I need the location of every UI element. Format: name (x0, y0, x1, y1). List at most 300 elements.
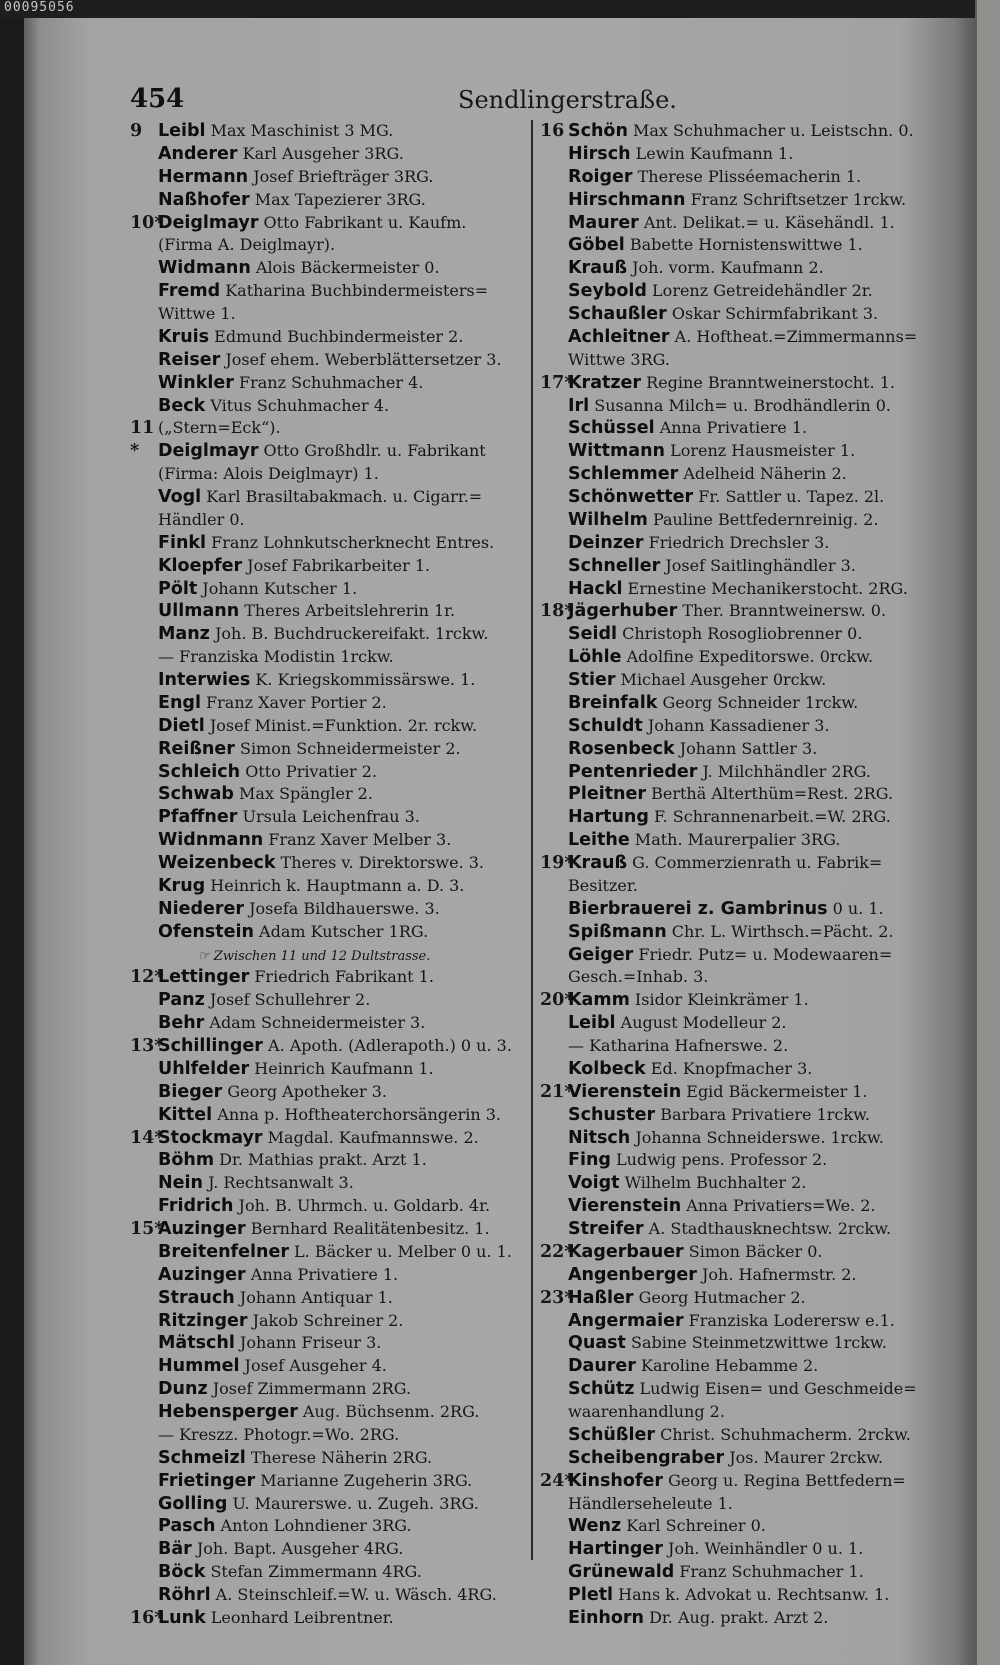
directory-entry (540, 852, 970, 875)
resident-details: Karl Ausgeher 3RG. (237, 143, 404, 163)
resident-details: Hans k. Advokat u. Rechtsanw. 1. (613, 1585, 890, 1604)
directory-entry (540, 944, 970, 967)
directory-entry (540, 875, 970, 898)
house-number: 16 (540, 121, 565, 141)
resident-details: Chr. L. Wirthsch.=Pächt. 2. (666, 921, 894, 941)
resident-details: Edmund Buchbindermeister 2. (209, 326, 464, 346)
house-number: 16* (130, 1607, 164, 1628)
directory-entry (540, 623, 970, 646)
resident-name: Daurer (568, 1356, 636, 1377)
resident-details: A. Stadthausknechtsw. 2rckw. (643, 1219, 892, 1238)
directory-entry (540, 463, 970, 486)
resident-name: Kloepfer (158, 555, 243, 576)
directory-entry (130, 761, 528, 784)
resident-name: Ritzinger (158, 1310, 248, 1331)
directory-entry (540, 280, 970, 303)
resident-name: Breitenfelner (158, 1241, 289, 1262)
resident-name: Göbel (568, 235, 625, 256)
house-number: 22* (540, 1241, 574, 1262)
directory-entry (130, 623, 528, 646)
page-header (130, 84, 677, 118)
directory-entry (130, 1241, 528, 1264)
resident-name: Widmann (158, 258, 251, 279)
resident-details: Anna Privatiere 1. (245, 1264, 399, 1284)
resident-details: Aug. Büchsenm. 2RG. (297, 1402, 480, 1421)
resident-name: Kratzer (568, 372, 642, 393)
directory-entry (540, 326, 970, 349)
scan-id: 00095056 (4, 0, 75, 15)
directory-entry (540, 166, 970, 189)
resident-details: Lewin Kaufmann 1. (630, 143, 794, 163)
directory-entry (540, 417, 970, 440)
resident-name: Angermaier (568, 1310, 684, 1331)
resident-details: Franz Schriftsetzer 1rckw. (685, 189, 907, 209)
resident-name: Hirschmann (568, 189, 686, 210)
resident-details: Marianne Zugeherin 3RG. (255, 1470, 473, 1490)
resident-name: Uhlfelder (158, 1058, 250, 1079)
resident-name: Pletl (568, 1585, 614, 1605)
resident-name: Behr (158, 1013, 205, 1034)
resident-details: Franz Xaver Portier 2. (200, 692, 387, 712)
house-number: 14* (130, 1127, 164, 1148)
resident-name: Irl (568, 395, 590, 416)
resident-details: Franz Lohnkutscherknecht Entres. (206, 532, 495, 552)
directory-entry (540, 1264, 970, 1287)
resident-details: Heinrich k. Hauptmann a. D. 3. (205, 875, 465, 895)
resident-name: Voigt (568, 1173, 620, 1194)
house-number: 12* (130, 967, 164, 988)
resident-details: Heinrich Kaufmann 1. (249, 1058, 434, 1078)
directory-entry (540, 1515, 970, 1538)
resident-name: Hummel (158, 1356, 240, 1377)
resident-name: Reiser (158, 349, 221, 370)
directory-entry (540, 143, 970, 166)
resident-details: ☞ Zwischen 11 und 12 Dultstrasse. (198, 948, 431, 964)
directory-entry (540, 1127, 970, 1150)
house-number: 11 (130, 418, 155, 439)
directory-entry (540, 372, 970, 395)
resident-details: Adelheid Näherin 2. (678, 464, 847, 484)
house-number: 13* (130, 1036, 164, 1056)
resident-name: Engl (158, 692, 201, 713)
resident-name: Widnmann (158, 830, 264, 851)
resident-details: Vitus Schuhmacher 4. (205, 395, 390, 415)
resident-name: Reißner (158, 738, 235, 759)
resident-details: Franz Xaver Melber 3. (263, 830, 452, 850)
resident-details: Anton Lohndiener 3RG. (215, 1516, 412, 1536)
house-number: 15* (130, 1219, 164, 1239)
binding-shadow (0, 0, 24, 1665)
resident-details: Josef Minist.=Funktion. 2r. rckw. (204, 715, 478, 735)
directory-entry (130, 692, 528, 715)
resident-details: Oskar Schirmfabrikant 3. (666, 304, 879, 323)
resident-name: Bieger (158, 1081, 223, 1102)
resident-name: Dietl (158, 715, 205, 736)
directory-entry (130, 806, 528, 829)
directory-entry (540, 761, 970, 784)
house-number: 21* (540, 1081, 574, 1102)
resident-name: Hebensperger (158, 1402, 298, 1422)
directory-entry (540, 989, 970, 1012)
directory-entry (130, 555, 528, 578)
resident-details: Karoline Hebamme 2. (635, 1356, 819, 1376)
resident-name: Schmeizl (158, 1447, 246, 1468)
directory-entry (130, 1264, 528, 1287)
house-number: * (130, 441, 140, 462)
resident-details: Dr. Mathias prakt. Arzt 1. (214, 1150, 427, 1170)
directory-entry (130, 1127, 528, 1150)
resident-details: Josef Saitlinghändler 3. (660, 555, 856, 575)
resident-details: Joh. Hafnermstr. 2. (696, 1264, 857, 1284)
resident-details: Christoph Rosogliobrenner 0. (617, 624, 863, 644)
resident-details: Karl Schreiner 0. (621, 1516, 766, 1536)
resident-name: Böhm (158, 1150, 215, 1171)
house-number: 18* (540, 601, 574, 622)
resident-details: Franziska Loderersw e.1. (683, 1310, 895, 1330)
house-number: 19* (540, 853, 574, 873)
directory-entry (130, 898, 528, 921)
directory-entry (540, 1355, 970, 1378)
resident-name: Manz (158, 624, 210, 645)
resident-name: Wilhelm (568, 509, 648, 530)
resident-name: Kittel (158, 1104, 213, 1125)
resident-details: — Kreszz. Photogr.=Wo. 2RG. (158, 1424, 400, 1444)
directory-entry (130, 966, 528, 989)
resident-details: Händler 0. (158, 509, 245, 529)
resident-name: Ullmann (158, 601, 240, 622)
column-divider (531, 120, 533, 1560)
resident-details: August Modelleur 2. (615, 1013, 787, 1033)
resident-name: Vogl (158, 487, 202, 507)
directory-entry (540, 532, 970, 555)
resident-details: A. Hoftheat.=Zimmermanns= (669, 326, 918, 346)
directory-entry (130, 143, 528, 166)
resident-details: Therese Plisséemacherin 1. (632, 166, 862, 186)
directory-entry (540, 646, 970, 669)
resident-details: Theres v. Direktorswe. 3. (275, 853, 485, 872)
resident-details: J. Milchhändler 2RG. (697, 761, 871, 781)
resident-details: Händlerseheleute 1. (568, 1493, 733, 1513)
resident-details: Ed. Knopfmacher 3. (645, 1058, 813, 1078)
resident-name: Winkler (158, 372, 234, 393)
resident-details: Gesch.=Inhab. 3. (568, 967, 709, 987)
directory-entry (540, 1401, 970, 1424)
resident-name: Kolbeck (568, 1058, 646, 1079)
directory-entry (130, 1218, 528, 1241)
directory-entry (540, 898, 970, 921)
directory-entry (540, 1149, 970, 1172)
resident-details: Franz Schuhmacher 4. (233, 372, 424, 392)
directory-entry (540, 600, 970, 623)
top-band (0, 0, 1000, 18)
resident-name: Vierenstein (568, 1196, 682, 1217)
resident-details: Karl Brasiltabakmach. u. Cigarr.= (201, 487, 483, 506)
resident-details: Fr. Sattler u. Tapez. 2l. (693, 487, 885, 506)
resident-name: Schneller (568, 555, 661, 576)
resident-name: Nitsch (568, 1127, 631, 1148)
directory-entry (130, 1378, 528, 1401)
directory-entry (130, 1287, 528, 1310)
resident-details: K. Kriegskommissärswe. 1. (250, 670, 476, 689)
directory-entry (130, 1515, 528, 1538)
resident-name: Schaußler (568, 304, 667, 324)
resident-details: Max Schuhmacher u. Leistschn. 0. (627, 121, 914, 140)
directory-entry (540, 257, 970, 280)
resident-details: Anna Privatiers=We. 2. (681, 1196, 876, 1216)
directory-entry (130, 1012, 528, 1035)
resident-details: Adolfine Expeditorswe. 0rckw. (621, 647, 874, 667)
directory-entry (130, 646, 528, 669)
resident-details: Max Tapezierer 3RG. (249, 189, 426, 209)
resident-details: Lorenz Hausmeister 1. (665, 441, 856, 461)
resident-details: Josefa Bildhauerswe. 3. (244, 898, 440, 918)
directory-entry (540, 1584, 970, 1607)
resident-name: Krauß (568, 258, 628, 279)
resident-name: Seybold (568, 281, 647, 302)
resident-details: Sabine Steinmetzwittwe 1rckw. (625, 1333, 887, 1353)
directory-entry (130, 1401, 528, 1424)
resident-name: Spißmann (568, 921, 667, 942)
resident-details: Max Maschinist 3 MG. (205, 121, 394, 140)
directory-entry (130, 234, 528, 257)
resident-name: Schlemmer (568, 464, 679, 485)
resident-name: Pleitner (568, 784, 647, 805)
resident-details: Otto Privatier 2. (240, 761, 378, 781)
resident-details: F. Schrannenarbeit.=W. 2RG. (648, 807, 891, 827)
resident-name: Strauch (158, 1287, 235, 1308)
resident-details: Friedrich Drechsler 3. (643, 532, 830, 552)
resident-name: Stockmayr (158, 1127, 263, 1148)
resident-name: Achleitner (568, 326, 670, 347)
resident-name: Bierbrauerei z. Gambrinus (568, 898, 828, 919)
directory-entry (130, 1493, 528, 1516)
resident-details: Wilhelm Buchhalter 2. (619, 1173, 807, 1193)
directory-entry (130, 440, 528, 463)
resident-name: Kinshofer (568, 1470, 664, 1491)
house-number: 9 (130, 121, 143, 141)
resident-details: Lorenz Getreidehändler 2r. (646, 281, 873, 301)
resident-name: Vierenstein (568, 1081, 682, 1102)
house-number: 17* (540, 372, 574, 393)
resident-name: Beck (158, 395, 206, 416)
directory-entry (540, 120, 970, 143)
directory-entry (540, 966, 970, 989)
resident-details: Berthä Alterthüm=Rest. 2RG. (646, 784, 894, 804)
resident-name: Seidl (568, 624, 617, 645)
directory-entry (540, 349, 970, 372)
resident-name: Pentenrieder (568, 761, 698, 782)
directory-entry (540, 1332, 970, 1355)
resident-details: (Firma A. Deiglmayr). (158, 235, 336, 255)
resident-name: Röhrl (158, 1585, 211, 1605)
resident-details: 0 u. 1. (827, 898, 884, 918)
directory-entry (540, 1538, 970, 1561)
directory-entry (130, 1447, 528, 1470)
directory-entry (540, 1012, 970, 1035)
resident-name: Scheibengraber (568, 1447, 725, 1468)
resident-details: Joh. B. Buchdruckereifakt. 1rckw. (209, 624, 489, 644)
resident-details: Joh. Weinhändler 0 u. 1. (662, 1539, 864, 1559)
resident-name: Schwab (158, 784, 234, 805)
resident-details: Susanna Milch= u. Brodhändlerin 0. (589, 395, 892, 415)
resident-name: Naßhofer (158, 189, 250, 210)
house-number: 20* (540, 990, 574, 1011)
directory-entry (540, 669, 970, 692)
directory-entry (130, 1561, 528, 1584)
resident-name: Fing (568, 1150, 611, 1171)
resident-details: Isidor Kleinkrämer 1. (629, 990, 809, 1010)
directory-entry (540, 395, 970, 418)
directory-entry (130, 1172, 528, 1195)
directory-entry (130, 395, 528, 418)
directory-entry (130, 875, 528, 898)
directory-entry (540, 692, 970, 715)
resident-name: Leibl (568, 1013, 616, 1034)
directory-entry (130, 600, 528, 623)
resident-details: Ther. Branntweinersw. 0. (677, 601, 887, 621)
resident-details: Johanna Schneiderswe. 1rckw. (630, 1127, 884, 1147)
resident-details: Johann Kassadiener 3. (642, 715, 830, 735)
resident-details: Egid Bäckermeister 1. (681, 1081, 868, 1101)
directory-entry (130, 1584, 528, 1607)
resident-name: Hartung (568, 807, 649, 828)
directory-entry (540, 1081, 970, 1104)
resident-details: Max Spängler 2. (233, 784, 373, 804)
resident-name: Schüßler (568, 1424, 655, 1445)
resident-name: Schütz (568, 1379, 635, 1400)
resident-details: Magdal. Kaufmannswe. 2. (262, 1127, 479, 1147)
resident-name: Geiger (568, 944, 634, 965)
resident-details: Adam Schneidermeister 3. (204, 1013, 426, 1033)
resident-name: Schuldt (568, 715, 643, 736)
directory-entry (130, 1058, 528, 1081)
resident-details: Leonhard Leibrentner. (205, 1607, 394, 1627)
resident-name: Lunk (158, 1607, 206, 1628)
resident-name: Nein (158, 1173, 203, 1194)
resident-name: Schleich (158, 761, 241, 782)
directory-entry (540, 234, 970, 257)
directory-entry (540, 1035, 970, 1058)
resident-name: Golling (158, 1493, 228, 1514)
resident-name: Einhorn (568, 1607, 644, 1628)
resident-details: Therese Näherin 2RG. (245, 1447, 433, 1467)
resident-details: Bernhard Realitätenbesitz. 1. (245, 1219, 490, 1238)
resident-details: („Stern=Eck“). (158, 418, 281, 438)
directory-entry (540, 738, 970, 761)
resident-name: Roiger (568, 166, 633, 187)
directory-entry (540, 1493, 970, 1516)
resident-name: Breinfalk (568, 692, 658, 713)
resident-name: Wenz (568, 1516, 622, 1537)
directory-entry (540, 1195, 970, 1218)
directory-entry (130, 944, 528, 967)
resident-name: Stier (568, 670, 616, 690)
resident-details: Christ. Schuhmacherm. 2rckw. (654, 1424, 911, 1444)
resident-details: Anna p. Hoftheaterchorsängerin 3. (212, 1104, 501, 1124)
resident-details: Adam Kutscher 1RG. (253, 921, 429, 941)
directory-entry (540, 1561, 970, 1584)
resident-details: Josef Fabrikarbeiter 1. (242, 555, 431, 575)
directory-entry (130, 1355, 528, 1378)
resident-details: Simon Schneidermeister 2. (234, 738, 461, 758)
resident-details: G. Commerzienrath u. Fabrik= (627, 853, 883, 872)
directory-entry (130, 1332, 528, 1355)
resident-details: Katharina Buchbindermeisters= (220, 281, 489, 301)
resident-name: Deiglmayr (158, 441, 259, 462)
directory-entry (130, 212, 528, 235)
resident-details: Johann Sattler 3. (674, 738, 818, 758)
resident-details: Franz Schuhmacher 1. (674, 1562, 864, 1582)
resident-name: Schön (568, 121, 628, 141)
resident-details: Besitzer. (568, 875, 638, 895)
resident-name: Grünewald (568, 1562, 675, 1583)
resident-name: Schüssel (568, 418, 655, 439)
directory-entry (130, 463, 528, 486)
resident-details: Dr. Aug. prakt. Arzt 2. (643, 1607, 829, 1627)
directory-entry (130, 1607, 528, 1630)
resident-details: waarenhandlung 2. (568, 1402, 725, 1421)
resident-details: Pauline Bettfedernreinig. 2. (647, 509, 879, 529)
resident-name: Pölt (158, 578, 198, 599)
resident-details: Ursula Leichenfrau 3. (237, 807, 420, 827)
resident-name: Böck (158, 1562, 206, 1583)
resident-name: Fremd (158, 281, 221, 302)
right-column (540, 120, 970, 1630)
resident-details: Jos. Maurer 2rckw. (724, 1447, 884, 1467)
directory-entry (130, 669, 528, 692)
resident-details: Josef Schullehrer 2. (204, 990, 371, 1010)
directory-entry (130, 1195, 528, 1218)
resident-details: — Katharina Hafnerswe. 2. (568, 1036, 789, 1055)
resident-name: Interwies (158, 670, 251, 690)
resident-name: Schönwetter (568, 487, 694, 507)
directory-entry (130, 280, 528, 303)
resident-name: Angenberger (568, 1264, 697, 1285)
directory-entry (130, 303, 528, 326)
resident-name: Krug (158, 875, 206, 896)
resident-name: Mätschl (158, 1333, 235, 1354)
resident-details: Wittwe 3RG. (568, 349, 670, 369)
directory-entry (540, 921, 970, 944)
resident-name: Jägerhuber (568, 601, 678, 622)
resident-details: A. Steinschleif.=W. u. Wäsch. 4RG. (210, 1585, 497, 1604)
resident-name: Hermann (158, 166, 249, 187)
directory-entry (130, 1424, 528, 1447)
resident-name: Schuster (568, 1104, 656, 1125)
house-number: 23* (540, 1287, 574, 1308)
resident-details: Friedr. Putz= u. Modewaaren= (633, 944, 893, 964)
resident-details: Georg Apotheker 3. (222, 1081, 387, 1101)
resident-name: Kagerbauer (568, 1241, 684, 1262)
resident-details: Alois Bäckermeister 0. (250, 258, 440, 278)
resident-details: Joh. Bapt. Ausgeher 4RG. (191, 1539, 404, 1559)
directory-entry (130, 829, 528, 852)
directory-entry (540, 1241, 970, 1264)
directory-entry (130, 1149, 528, 1172)
directory-entry (130, 1081, 528, 1104)
directory-entry (130, 532, 528, 555)
directory-entry (540, 303, 970, 326)
directory-entry (540, 1470, 970, 1493)
directory-entry (540, 212, 970, 235)
resident-details: Simon Bäcker 0. (683, 1241, 823, 1261)
resident-details: Babette Hornistenswittwe 1. (624, 235, 863, 255)
resident-details: Theres Arbeitslehrerin 1r. (239, 601, 456, 621)
left-column (130, 120, 528, 1630)
resident-details: Johann Friseur 3. (234, 1333, 382, 1353)
resident-details: A. Apoth. (Adlerapoth.) 0 u. 3. (262, 1036, 512, 1055)
resident-details: Stefan Zimmermann 4RG. (205, 1562, 422, 1582)
